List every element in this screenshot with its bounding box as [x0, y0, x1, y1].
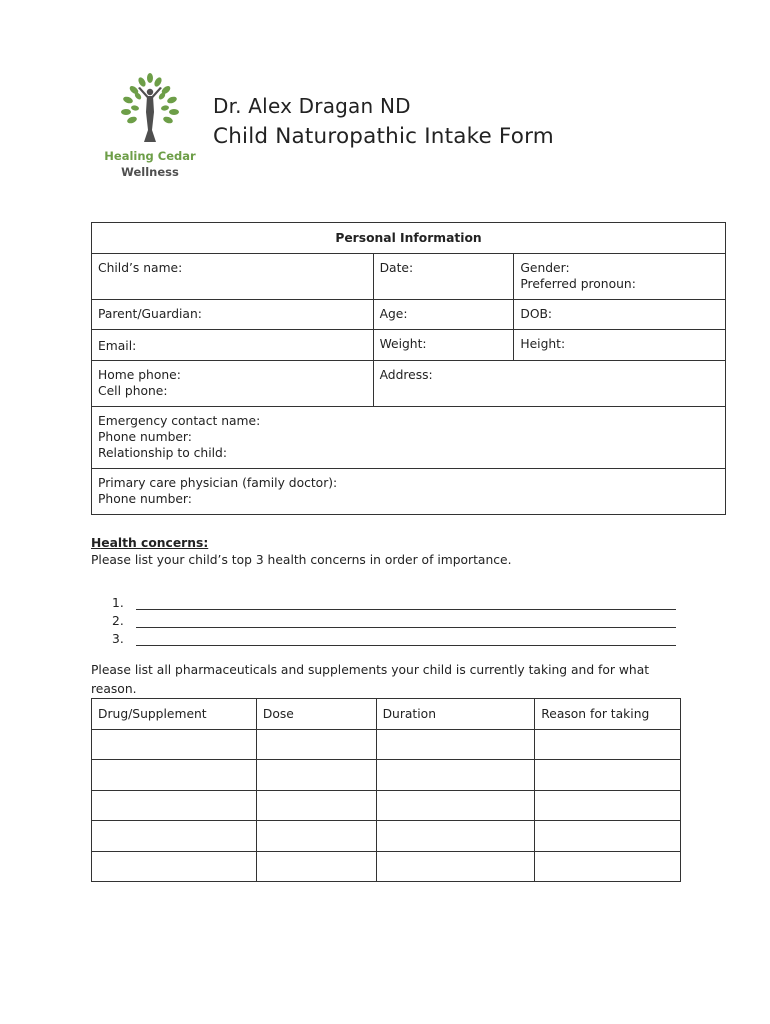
column-header-duration: Duration [376, 699, 535, 730]
tree-icon [118, 72, 182, 148]
emergency-relationship-label: Relationship to child: [98, 446, 227, 460]
date-field[interactable] [373, 254, 514, 300]
table-cell[interactable] [92, 821, 257, 852]
list-item[interactable] [112, 610, 676, 628]
table-cell[interactable] [256, 790, 376, 821]
table-cell[interactable] [92, 790, 257, 821]
gender-label: Gender: [520, 261, 570, 275]
table-header-row [92, 699, 681, 730]
parent-label: Parent/Guardian: [98, 307, 202, 321]
column-header-reason: Reason for taking [535, 699, 681, 730]
weight-field[interactable] [373, 330, 514, 361]
table-cell[interactable] [92, 851, 257, 882]
answer-line[interactable] [136, 634, 676, 646]
table-cell[interactable] [535, 729, 681, 760]
childs-name-field[interactable] [92, 254, 374, 300]
form-title: Child Naturopathic Intake Form [213, 124, 554, 149]
medications-instructions: Please list all pharmaceuticals and supplements your child is currently taking and for what reason. [91, 663, 650, 696]
height-field[interactable] [514, 330, 726, 361]
table-cell[interactable] [376, 760, 535, 791]
list-item[interactable] [112, 592, 676, 610]
list-item[interactable] [112, 628, 676, 646]
date-label: Date: [379, 261, 414, 275]
table-row [92, 851, 681, 882]
column-header-drug: Drug/Supplement [92, 699, 257, 730]
table-row [92, 790, 681, 821]
dob-label: DOB: [520, 307, 553, 321]
physician-phone-label: Phone number: [98, 492, 192, 506]
table-cell[interactable] [92, 729, 257, 760]
table-cell[interactable] [256, 729, 376, 760]
logo-line-2: Wellness [121, 165, 179, 179]
table-cell[interactable] [535, 760, 681, 791]
table-cell[interactable] [256, 851, 376, 882]
answer-line[interactable] [136, 616, 676, 628]
table-row [92, 729, 681, 760]
table-cell[interactable] [535, 851, 681, 882]
dob-field[interactable] [514, 300, 726, 330]
list-number: 1. [112, 596, 124, 610]
table-cell[interactable] [376, 790, 535, 821]
doctor-name: Dr. Alex Dragan ND [213, 94, 411, 118]
table-cell[interactable] [92, 760, 257, 791]
physician-label: Primary care physician (family doctor): [98, 476, 338, 490]
table-cell[interactable] [535, 821, 681, 852]
email-label: Email: [98, 339, 137, 353]
emergency-phone-label: Phone number: [98, 430, 192, 444]
parent-field[interactable] [92, 300, 374, 330]
personal-info-table [91, 222, 726, 515]
table-row [92, 760, 681, 791]
logo-text [100, 148, 200, 180]
list-number: 2. [112, 614, 124, 628]
pronoun-label: Preferred pronoun: [520, 277, 636, 291]
height-label: Height: [520, 337, 566, 351]
health-concerns-list [112, 592, 676, 646]
emergency-name-label: Emergency contact name: [98, 414, 261, 428]
logo-line-1: Healing Cedar [104, 149, 196, 163]
age-label: Age: [379, 307, 408, 321]
cell-phone-label: Cell phone: [98, 384, 168, 398]
weight-label: Weight: [379, 337, 427, 351]
age-field[interactable] [373, 300, 514, 330]
table-cell[interactable] [376, 851, 535, 882]
table-row [92, 821, 681, 852]
address-field[interactable] [373, 361, 725, 407]
table-cell[interactable] [376, 821, 535, 852]
personal-info-heading: Personal Information [92, 223, 726, 254]
medications-table [91, 698, 681, 882]
table-cell[interactable] [376, 729, 535, 760]
email-field[interactable] [92, 330, 374, 361]
physician-field[interactable] [92, 469, 726, 515]
health-concerns-title: Health concerns: [91, 536, 209, 550]
clinic-logo [100, 72, 200, 182]
gender-field[interactable] [514, 254, 726, 300]
home-phone-label: Home phone: [98, 368, 181, 382]
address-label: Address: [379, 368, 433, 382]
answer-line[interactable] [136, 598, 676, 610]
emergency-contact-field[interactable] [92, 407, 726, 469]
phone-field[interactable] [92, 361, 374, 407]
list-number: 3. [112, 632, 124, 646]
health-concerns-instructions: Please list your child’s top 3 health concerns in order of importance. [91, 553, 512, 567]
table-cell[interactable] [256, 760, 376, 791]
childs-name-label: Child’s name: [98, 261, 183, 275]
column-header-dose: Dose [256, 699, 376, 730]
table-cell[interactable] [535, 790, 681, 821]
table-cell[interactable] [256, 821, 376, 852]
